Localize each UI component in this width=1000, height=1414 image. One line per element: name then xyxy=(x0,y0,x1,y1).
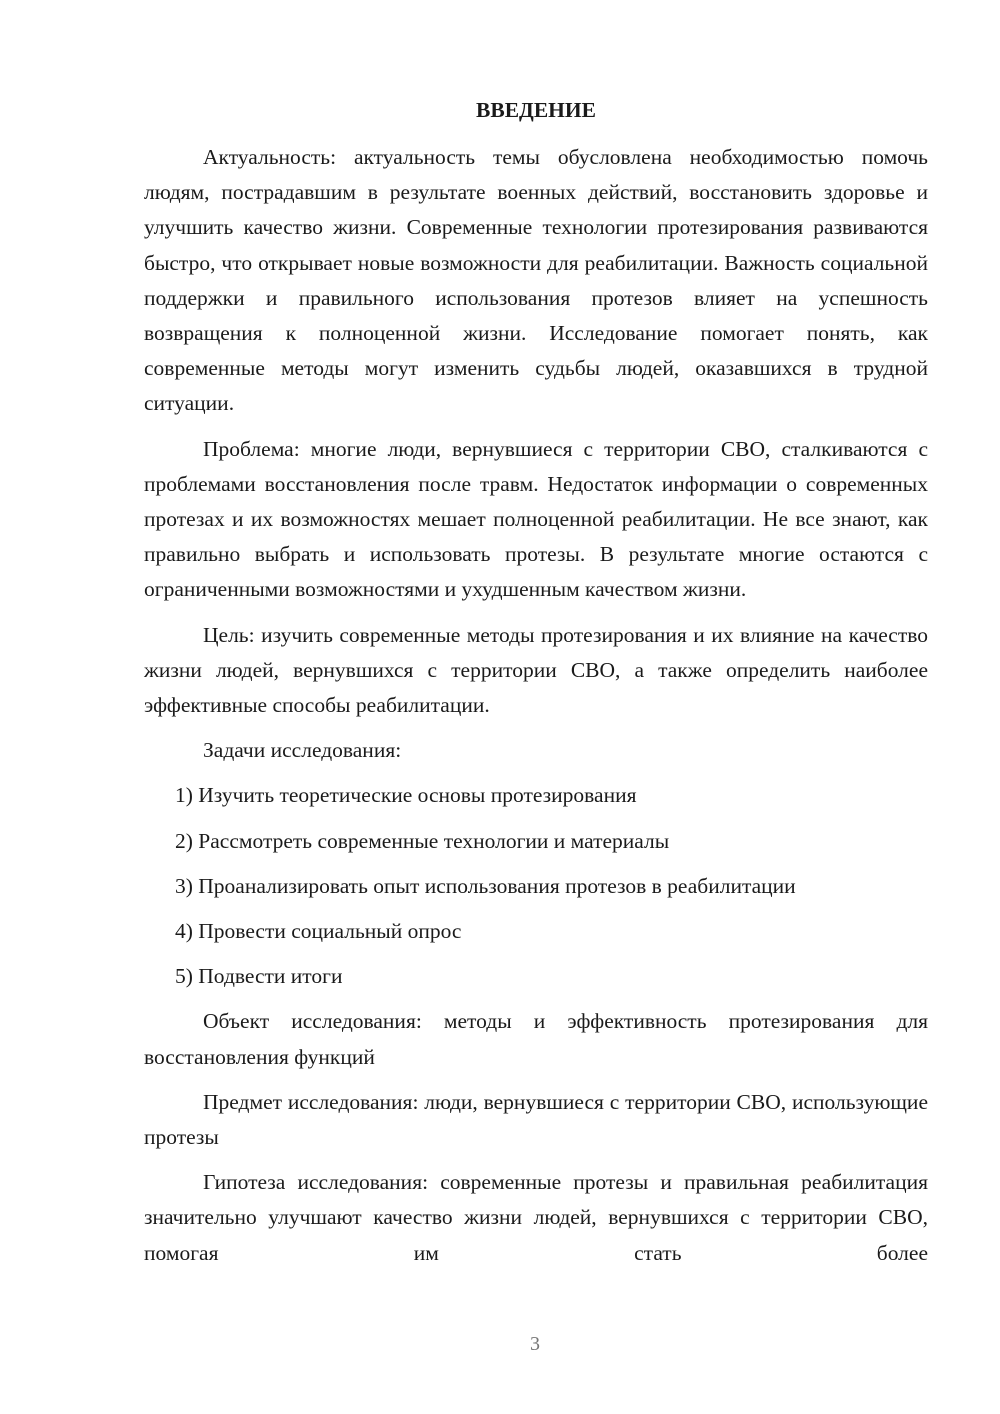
relevance-paragraph: Актуальность: актуальность темы обусловлена необходимостью помочь людям, пострадавшим в результате военных действий, восстановить здоровье и улучшить качество жизни. Современные технологии протезирования развиваются быстро, что открывает новые возможности для реабилитации. Важность социальной поддержки и правильного использования протезов влияет на успешность возвращения к полноценной жизни. Исследование помогает понять, как современные методы могут изменить судьбы людей, оказавшихся в трудной ситуации. xyxy=(144,145,928,416)
object-paragraph: Объект исследования: методы и эффективность протезирования для восстановления функций xyxy=(144,1009,928,1069)
tasks-heading: Задачи исследования: xyxy=(203,738,402,763)
goal-paragraph: Цель: изучить современные методы протезирования и их влияние на качество жизни людей, вернувшихся с территории СВО, а также определить наиболее эффективные способы реабилитации. xyxy=(144,622,928,718)
list-item: 3) Проанализировать опыт использования протезов в реабилитации xyxy=(175,873,796,898)
subject-paragraph: Предмет исследования: люди, вернувшиеся с территории СВО, использующие протезы xyxy=(144,1089,928,1150)
page-number: 3 xyxy=(530,1333,540,1355)
list-item: 5) Подвести итоги xyxy=(175,964,343,989)
list-item: 1) Изучить теоретические основы протезирования xyxy=(175,783,637,808)
tasks-list xyxy=(144,778,928,994)
hypothesis-paragraph: Гипотеза исследования: современные протезы и правильная реабилитация значительно улучшают качество жизни людей, вернувшихся с территории СВО, помогая им стать более xyxy=(144,1170,928,1265)
page-content xyxy=(144,92,928,1271)
page-title: ВВЕДЕНИЕ xyxy=(476,98,596,122)
list-item: 2) Рассмотреть современные технологии и материалы xyxy=(175,828,670,853)
list-item: 4) Провести социальный опрос xyxy=(175,919,462,944)
problem-paragraph: Проблема: многие люди, вернувшиеся с территории СВО, сталкиваются с проблемами восстановления после травм. Недостаток информации о современных протезах и их возможностях мешает полноценной реабилитации. Не все знают, как правильно выбрать и использовать протезы. В результате многие остаются с ограниченными возможностями и ухудшенным качеством жизни. xyxy=(144,436,928,602)
